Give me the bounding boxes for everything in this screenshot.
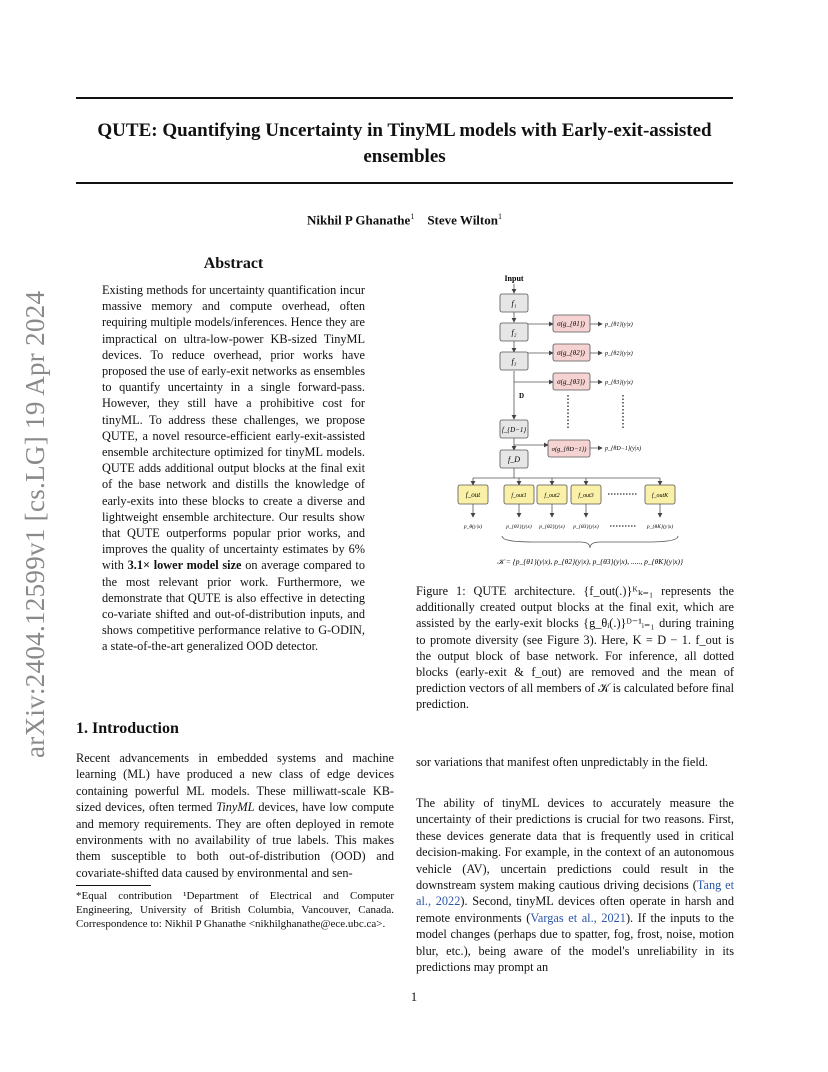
label-fd-1: f_{D−1}: [501, 426, 527, 434]
figure-1-caption: Figure 1: QUTE architecture. {f_out(.)}ᴷₖ₌₁ represents the additionally created output blocks at the final exit, which are assisted by the early-exit blocks {g_θᵢ(.)}ᴰ⁻¹ᵢ₌₁ during training to promote diversity (see Figure 3). Here, K = D − 1. f_out is the output block of base network. For inference, all dotted blocks (early-exit & f_out) are removed and the mean of prediction vectors of all members of 𝒦 is calculated before final prediction.: [416, 584, 734, 712]
sigma-label-d-1: σ(g_{θD−1}): [551, 446, 587, 453]
author-1-affil: 1: [410, 212, 415, 221]
top-rule: [76, 97, 733, 99]
ensemble-brace: [502, 536, 678, 548]
intro-p1-em: TinyML: [216, 800, 255, 815]
footnote: *Equal contribution ¹Department of Electrical and Computer Engineering, University of British Columbia, Vancouver, Canada. Correspondence to: Nikhil P Ghanathe <nikhilghanathe@ece.ubc.ca>.: [76, 890, 394, 930]
citation-link-vargas[interactable]: Vargas et al., 2021: [530, 910, 626, 925]
out-prob-3: p_{θ3}(y|x): [573, 524, 599, 530]
out-prob-k: p_{θK}(y|x): [646, 524, 674, 530]
sigma-label-2: σ(g_{θ2}): [557, 349, 585, 357]
page-number: 1: [410, 990, 418, 1004]
label-f1: f₁: [511, 299, 517, 308]
input-label: Input: [504, 274, 524, 283]
intro-p1-b: devices, have low compute and memory requirements. They are often deployed in remote environments with no availability of true labels. This makes them susceptible to both out-of-distribution (OOD) and covariate-shifted data caused by environmental and sen-: [76, 800, 394, 880]
exit-prob-2: p_{θ2}(y|x): [605, 351, 633, 357]
abstract-heading: Abstract: [203, 255, 264, 272]
sigma-label-3: σ(g_{θ3}): [557, 378, 585, 386]
intro-paragraph-1: [76, 750, 394, 881]
abstract-text-bold: 3.1× lower model size: [127, 558, 242, 573]
author-2: Steve Wilton: [427, 212, 498, 228]
fout-label-k: f_outK: [651, 493, 669, 499]
intro-paragraph-1-continued: sor variations that manifest often unpredictably in the field.: [416, 755, 708, 769]
intro-p2-a: The ability of tinyML devices to accurately measure the uncertainty of their predictions is crucial for two reasons. First, these devices generate data that is frequently used in critical decision-making. For example, in the context of an autonomous vehicle (AV), uncertain predictions could result in the downstream system making cautious driving decisions (: [416, 796, 734, 893]
exit-prob-3: p_{θ3}(y|x): [605, 380, 633, 386]
paper-title: QUTE: Quantifying Uncertainty in TinyML models with Early-exit-assisted ensembles: [97, 120, 712, 167]
figure-1-architecture-diagram: [440, 270, 700, 575]
exit-prob-d-1: p_{θD−1}(y|x): [605, 446, 642, 452]
intro-paragraph-2: [416, 795, 734, 975]
author-1: Nikhil P Ghanathe: [307, 212, 411, 228]
abstract-text-a: Existing methods for uncertainty quantification incur massive memory and compute overhead, often requiring multiple models/inferences. Hence they are impractical on ultra-low-power KB-sized TinyML devices. To reduce overhead, prior works have proposed the use of early-exit networks as ensembles to quantify uncertainty in a single forward-pass. However, they still have a prohibitive cost for tinyML. To address these challenges, we propose QUTE, a novel resource-efficient early-exit-assisted ensemble architecture optimized for tinyML models. QUTE adds additional output blocks at the final exit of the base network and distills the knowledge of early-exits into these blocks to create a diverse and lightweight ensemble architecture. Our results show that QUTE outperforms popular prior works, and improves the quality of uncertainty estimates by 6% with: [102, 283, 365, 573]
abstract-text-b: on average compared to the most relevant prior work. Furthermore, we demonstrate that QUTE is also effective in detecting co-variate shifted and out-of-distribution inputs, and shows competitive performance relative to G-ODIN, a state-of-the-art generalized OOD detector.: [102, 558, 365, 654]
ensemble-formula: 𝒦 = {p_{θ1}(y|x), p_{θ2}(y|x), p_{θ3}(y|x), ....., p_{θK}(y|x)}: [497, 557, 683, 566]
fout-label-2: f_out2: [544, 493, 560, 499]
citation-link-tang[interactable]: Tang et al., 2022: [416, 878, 734, 909]
exit-prob-1: p_{θ1}(y|x): [605, 322, 633, 328]
out-prob-1: p_{θ1}(y|x): [506, 524, 532, 530]
fout-label-3: f_out3: [578, 493, 594, 499]
author-line: [76, 212, 733, 228]
arxiv-stamp: arXiv:2404.12599v1 [cs.LG] 19 Apr 2024: [20, 290, 50, 758]
intro-p2-c: ). If the inputs to the model changes (perhaps due to spatter, fog, frost, noise, motion blur, etc.), being aware of the model's unreliability in its predictions may prompt an: [416, 910, 734, 975]
title-bottom-rule: [76, 182, 733, 184]
label-f2: f₂: [511, 328, 517, 337]
out-prob-base: p_θ(y|x): [463, 524, 483, 530]
sigma-label-1: σ(g_{θ1}): [557, 320, 585, 328]
depth-label-d: D: [519, 392, 525, 400]
intro-p1-a: Recent advancements in embedded systems and machine learning (ML) have produced a new class of edge devices containing powerful ML models. These milliwatt-scale KB-sized devices, often termed: [76, 751, 394, 815]
footnote-rule: [76, 885, 151, 886]
author-2-affil: 1: [497, 212, 502, 221]
abstract-body: [102, 282, 365, 655]
section-heading-introduction: 1. Introduction: [76, 720, 179, 737]
intro-p2-b: ). Second, tinyML devices often operate in harsh and remote environments (: [416, 894, 734, 925]
label-f3: f₃: [511, 357, 517, 366]
label-fd: f_D: [508, 455, 520, 464]
out-prob-2: p_{θ2}(y|x): [539, 524, 565, 530]
fout-label-1: f_out1: [511, 493, 527, 499]
fout-label-base: f_out: [465, 491, 481, 499]
